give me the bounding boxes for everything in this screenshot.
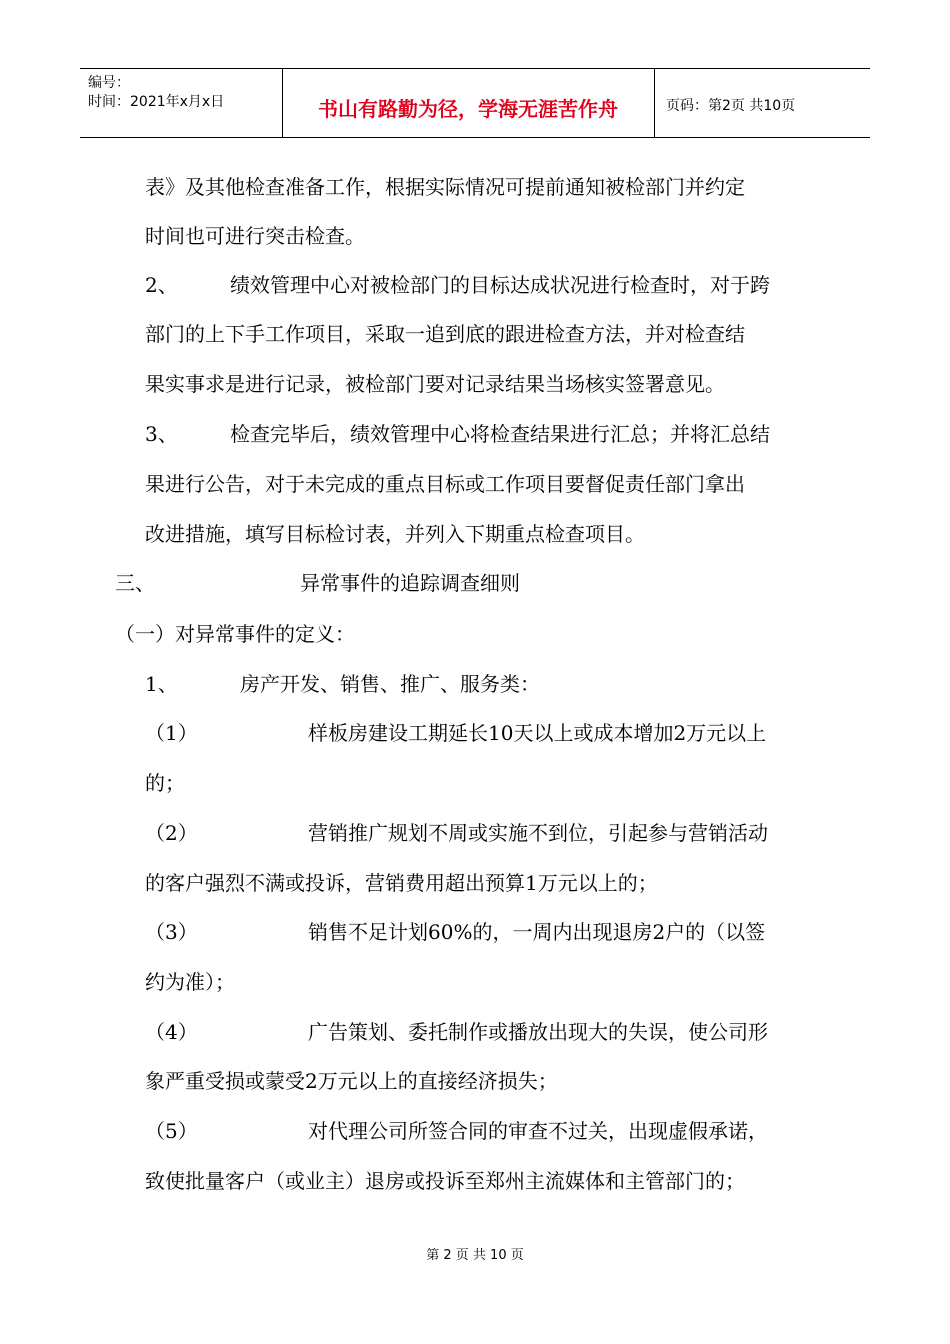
document-time-label: 时间：2021年x月x日 bbox=[88, 94, 225, 110]
paragraph-line: 的客户强烈不满或投诉，营销费用超出预算1万元以上的； bbox=[145, 871, 658, 895]
sub-item bbox=[145, 1020, 768, 1044]
sub-item-number: （4） bbox=[145, 1020, 198, 1044]
sub-item-text: 广告策划、委托制作或播放出现大的失误，使公司形 bbox=[308, 1020, 768, 1044]
sub-item bbox=[145, 721, 766, 745]
sub-item-number: （3） bbox=[145, 920, 198, 944]
header-page-info: 页码：第2页 共10页 bbox=[666, 98, 796, 114]
list-number: 1、 bbox=[145, 672, 178, 696]
sub-item-text: 样板房建设工期延长10天以上或成本增加2万元以上 bbox=[308, 721, 767, 745]
numbered-paragraph bbox=[145, 273, 770, 297]
sub-item-number: （2） bbox=[145, 821, 198, 845]
sub-item bbox=[145, 920, 765, 944]
page-header bbox=[80, 68, 870, 138]
numbered-item bbox=[145, 672, 540, 696]
header-left-cell bbox=[80, 69, 283, 137]
sub-item-text: 营销推广规划不周或实施不到位，引起参与营销活动 bbox=[308, 821, 768, 845]
paragraph-line: 果实事求是进行记录，被检部门要对记录结果当场核实签署意见。 bbox=[145, 372, 725, 396]
paragraph-line: 表》及其他检查准备工作，根据实际情况可提前通知被检部门并约定 bbox=[145, 175, 745, 199]
paragraph-line: 时间也可进行突击检查。 bbox=[145, 224, 365, 248]
sub-item-number: （5） bbox=[145, 1119, 198, 1143]
sub-item bbox=[145, 1119, 768, 1143]
paragraph-line: 的； bbox=[145, 771, 185, 795]
numbered-paragraph bbox=[145, 422, 770, 446]
page-footer: 第 2 页 共 10 页 bbox=[426, 1248, 524, 1263]
header-middle-cell bbox=[282, 69, 655, 137]
paragraph-line: 果进行公告，对于未完成的重点目标或工作项目要督促责任部门拿出 bbox=[145, 472, 745, 496]
sub-item-text: 销售不足计划60%的，一周内出现退房2户的（以签 bbox=[308, 920, 766, 944]
paragraph-line: 约为准）； bbox=[145, 970, 235, 994]
list-number: 2、 bbox=[145, 273, 178, 297]
item-text: 房产开发、销售、推广、服务类： bbox=[240, 672, 540, 696]
sub-item-text: 对代理公司所签合同的审查不过关，出现虚假承诺， bbox=[308, 1119, 768, 1143]
section-heading bbox=[115, 571, 520, 595]
paragraph-text: 检查完毕后，绩效管理中心将检查结果进行汇总；并将汇总结 bbox=[230, 422, 770, 446]
subsection-heading: （一）对异常事件的定义： bbox=[115, 622, 355, 646]
header-right-cell bbox=[654, 69, 870, 137]
sub-item bbox=[145, 821, 768, 845]
header-motto: 书山有路勤为径，学海无涯苦作舟 bbox=[318, 97, 618, 121]
paragraph-line: 象严重受损或蒙受2万元以上的直接经济损失； bbox=[145, 1069, 558, 1093]
section-number: 三、 bbox=[115, 571, 155, 595]
paragraph-line: 致使批量客户（或业主）退房或投诉至郑州主流媒体和主管部门的； bbox=[145, 1169, 745, 1193]
paragraph-text: 绩效管理中心对被检部门的目标达成状况进行检查时，对于跨 bbox=[230, 273, 770, 297]
list-number: 3、 bbox=[145, 422, 178, 446]
sub-item-number: （1） bbox=[145, 721, 198, 745]
paragraph-line: 部门的上下手工作项目，采取一追到底的跟进检查方法，并对检查结 bbox=[145, 322, 745, 346]
section-title: 异常事件的追踪调查细则 bbox=[300, 571, 520, 595]
paragraph-line: 改进措施，填写目标检讨表，并列入下期重点检查项目。 bbox=[145, 522, 645, 546]
document-number-label: 编号： bbox=[88, 75, 130, 91]
